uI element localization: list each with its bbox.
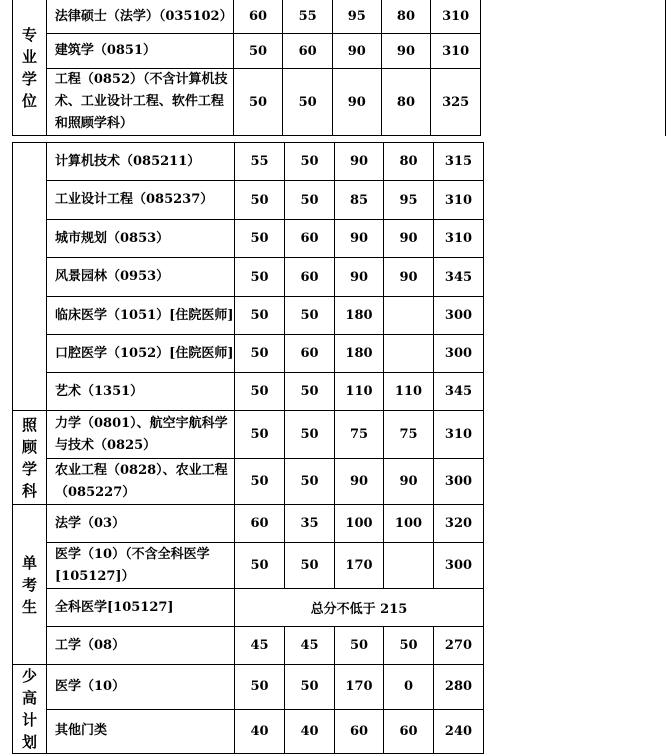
- score-total: 300: [434, 335, 484, 373]
- score-foreign-language: 50: [285, 411, 335, 459]
- score-politics: 50: [235, 258, 285, 297]
- score-total: 310: [431, 0, 481, 34]
- score-course-1: 90: [335, 220, 384, 258]
- score-foreign-language: 50: [285, 297, 335, 335]
- category-care-disciplines: 照顾学科: [13, 411, 47, 505]
- score-foreign-language: 40: [285, 709, 335, 754]
- score-course-1: 90: [332, 69, 381, 136]
- score-politics: 50: [235, 459, 285, 505]
- score-total: 345: [434, 258, 484, 297]
- score-course-2: 50: [384, 627, 434, 665]
- subject-name: 工学（08）: [47, 627, 235, 665]
- score-total: 300: [434, 459, 484, 505]
- subject-name: 法学（03）: [47, 505, 235, 543]
- score-course-1: 180: [335, 297, 384, 335]
- table-row: [13, 181, 484, 220]
- score-politics: 50: [235, 220, 285, 258]
- score-politics: 60: [233, 0, 283, 34]
- score-course-2: 110: [384, 373, 434, 411]
- score-course-1: 170: [335, 543, 384, 589]
- score-course-2: 80: [381, 69, 431, 136]
- score-politics: 50: [235, 335, 285, 373]
- score-total: 270: [434, 627, 484, 665]
- score-total: 300: [434, 297, 484, 335]
- category-single-exam: 单考生: [13, 505, 47, 665]
- table-row: [13, 665, 484, 710]
- score-course-1: 85: [335, 181, 384, 220]
- score-foreign-language: 50: [285, 373, 335, 411]
- score-total: 320: [434, 505, 484, 543]
- score-course-1: 100: [335, 505, 384, 543]
- table-row: [13, 220, 484, 258]
- score-total: 300: [434, 543, 484, 589]
- score-course-1: 95: [332, 0, 381, 34]
- score-course-1: 60: [335, 709, 384, 754]
- score-politics: 45: [235, 627, 285, 665]
- score-course-1: 75: [335, 411, 384, 459]
- score-total: 240: [434, 709, 484, 754]
- subject-name: 全科医学[105127]: [47, 589, 235, 627]
- subject-name: 计算机技术（085211）: [47, 143, 235, 181]
- subject-name: 医学（10）: [47, 665, 235, 710]
- score-total: 315: [434, 143, 484, 181]
- table-row: [13, 335, 484, 373]
- score-total: 310: [434, 220, 484, 258]
- table-row: [13, 709, 484, 754]
- score-politics: 50: [235, 373, 285, 411]
- table-row: [13, 0, 666, 34]
- table-row: [13, 627, 484, 665]
- score-course-2: 0: [384, 665, 434, 710]
- blank-column: [481, 0, 666, 136]
- subject-name: 城市规划（0853）: [47, 220, 235, 258]
- score-politics: 40: [235, 709, 285, 754]
- score-foreign-language: 45: [285, 627, 335, 665]
- score-course-2: 95: [384, 181, 434, 220]
- subject-name: 力学（0801）、航空宇航科学与技术（0825）: [47, 411, 235, 459]
- score-course-1: 90: [335, 258, 384, 297]
- score-total: 310: [434, 411, 484, 459]
- score-course-1: 110: [335, 373, 384, 411]
- table-row: [13, 143, 484, 181]
- score-politics: 50: [235, 543, 285, 589]
- score-total: 310: [431, 34, 481, 69]
- subject-name: 临床医学（1051）[住院医师]: [47, 297, 235, 335]
- score-politics: 50: [233, 34, 283, 69]
- score-foreign-language: 60: [285, 258, 335, 297]
- score-foreign-language: 50: [285, 665, 335, 710]
- score-politics: 50: [233, 69, 283, 136]
- category-minority-plan: 少高计划: [13, 665, 47, 754]
- score-total: 325: [431, 69, 481, 136]
- table-row: [13, 258, 484, 297]
- score-politics: 50: [235, 297, 285, 335]
- score-course-1: 90: [335, 459, 384, 505]
- subject-name: 法律硕士（法学）（035102）: [46, 0, 233, 34]
- score-course-1: 180: [335, 335, 384, 373]
- table-row: [13, 505, 484, 543]
- score-course-2: [384, 297, 434, 335]
- score-course-2: 60: [384, 709, 434, 754]
- score-course-2: 80: [384, 143, 434, 181]
- score-table-professional: [12, 0, 666, 136]
- score-course-1: 50: [335, 627, 384, 665]
- score-politics: 50: [235, 411, 285, 459]
- score-course-2: 90: [384, 258, 434, 297]
- subject-name: 工业设计工程（085237）: [47, 181, 235, 220]
- score-course-2: 90: [381, 34, 431, 69]
- score-politics: 50: [235, 665, 285, 710]
- score-total: 310: [434, 181, 484, 220]
- table-row: [13, 297, 484, 335]
- score-course-1: 90: [332, 34, 381, 69]
- score-foreign-language: 50: [285, 459, 335, 505]
- score-politics: 60: [235, 505, 285, 543]
- score-course-2: [384, 543, 434, 589]
- subject-name: 艺术（1351）: [47, 373, 235, 411]
- score-course-2: 100: [384, 505, 434, 543]
- score-foreign-language: 35: [285, 505, 335, 543]
- score-foreign-language: 60: [285, 335, 335, 373]
- subject-name: 医学（10）（不含全科医学[105127]）: [47, 543, 235, 589]
- score-foreign-language: 60: [283, 34, 333, 69]
- score-course-2: 90: [384, 220, 434, 258]
- score-foreign-language: 50: [283, 69, 333, 136]
- score-course-1: 170: [335, 665, 384, 710]
- score-foreign-language: 50: [285, 143, 335, 181]
- subject-name: 风景园林（0953）: [47, 258, 235, 297]
- subject-name: 其他门类: [47, 709, 235, 754]
- subject-name: 工程（0852）（不含计算机技术、工业设计工程、软件工程和照顾学科）: [46, 69, 233, 136]
- category-professional-degree: 专业学位: [13, 0, 47, 136]
- category-blank: [13, 143, 47, 411]
- table-row: [13, 411, 484, 459]
- score-course-2: [384, 335, 434, 373]
- table-row: [13, 373, 484, 411]
- score-politics: 50: [235, 181, 285, 220]
- score-foreign-language: 50: [285, 181, 335, 220]
- score-course-1: 90: [335, 143, 384, 181]
- score-course-2: 80: [381, 0, 431, 34]
- table-row: [13, 543, 484, 589]
- score-total: 280: [434, 665, 484, 710]
- score-politics: 55: [235, 143, 285, 181]
- subject-name: 农业工程（0828）、农业工程（085227）: [47, 459, 235, 505]
- score-table-continued: [12, 142, 484, 754]
- score-foreign-language: 50: [285, 543, 335, 589]
- score-foreign-language: 55: [283, 0, 333, 34]
- score-course-2: 90: [384, 459, 434, 505]
- score-foreign-language: 60: [285, 220, 335, 258]
- subject-name: 口腔医学（1052）[住院医师]: [47, 335, 235, 373]
- score-course-2: 75: [384, 411, 434, 459]
- table-row: [13, 589, 484, 627]
- merged-total-note: 总分不低于 215: [235, 589, 484, 627]
- score-total: 345: [434, 373, 484, 411]
- table-row: [13, 459, 484, 505]
- subject-name: 建筑学（0851）: [46, 34, 233, 69]
